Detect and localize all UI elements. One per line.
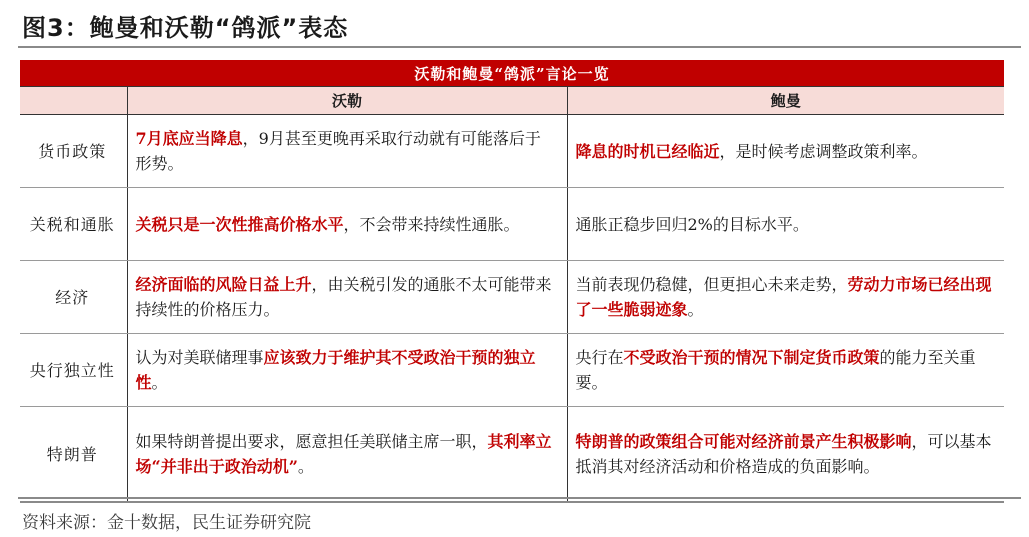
table-banner: 沃勒和鲍曼“鸽派”言论一览 — [20, 60, 1004, 87]
plain-text: 。 — [151, 373, 168, 392]
table-row — [20, 261, 1004, 334]
plain-text: 通胀正稳步回归2%的目标水平。 — [575, 214, 809, 234]
table-row — [20, 334, 1004, 407]
plain-text: ，由关税引发的通胀不太可能带来持续性的价格压力。 — [135, 275, 552, 319]
plain-text: ，不会带来持续性通胀。 — [343, 214, 520, 234]
plain-text: 。 — [687, 300, 704, 319]
plain-text: 的能力至关重要。 — [575, 348, 976, 392]
row-label: 货币政策 — [20, 115, 127, 188]
bowman-cell — [567, 334, 1004, 407]
bowman-cell — [567, 115, 1004, 188]
header-waller: 沃勒 — [127, 87, 567, 115]
waller-cell — [127, 407, 567, 503]
bowman-cell — [567, 407, 1004, 503]
plain-text: ，是时候考虑调整政策利率。 — [719, 141, 928, 161]
table-row — [20, 407, 1004, 503]
waller-cell — [127, 188, 567, 261]
row-label: 关税和通胀 — [20, 188, 127, 261]
plain-text: 认为对美联储理事 — [135, 348, 264, 367]
row-label: 央行独立性 — [20, 334, 127, 407]
table-row — [20, 188, 1004, 261]
highlight-text: 7月底应当降息 — [135, 129, 243, 148]
plain-text: 央行在 — [575, 348, 624, 367]
table-row — [20, 115, 1004, 188]
plain-text: ，9月甚至更晚再采取行动就有可能落后于形势。 — [135, 129, 541, 173]
waller-cell — [127, 261, 567, 334]
title-divider — [18, 46, 1021, 48]
bowman-cell — [567, 188, 1004, 261]
highlight-text: 其利率立场“并非出于政治动机” — [135, 432, 552, 476]
highlight-text: 特朗普的政策组合可能对经济前景产生积极影响 — [575, 432, 912, 451]
header-blank — [20, 87, 127, 115]
figure-title: 图3：鲍曼和沃勒“鸽派”表态 — [22, 14, 349, 42]
header-bowman: 鲍曼 — [567, 87, 1004, 115]
highlight-text: 劳动力市场已经出现了一些脆弱迹象 — [575, 275, 992, 319]
source-note: 资料来源：金十数据，民生证券研究院 — [22, 513, 311, 533]
row-label: 特朗普 — [20, 407, 127, 503]
plain-text: 。 — [297, 457, 314, 476]
plain-text: 当前表现仍稳健，但更担心未来走势， — [575, 275, 848, 294]
comparison-table — [20, 60, 1004, 503]
waller-cell — [127, 334, 567, 407]
highlight-text: 不受政治干预的情况下制定货币政策 — [623, 348, 880, 367]
highlight-text: 经济面临的风险日益上升 — [135, 275, 312, 294]
row-label: 经济 — [20, 261, 127, 334]
plain-text: ，可以基本抵消其对经济活动和价格造成的负面影响。 — [575, 432, 992, 476]
bowman-cell — [567, 261, 1004, 334]
plain-text: 如果特朗普提出要求，愿意担任美联储主席一职， — [135, 432, 488, 451]
waller-cell — [127, 115, 567, 188]
highlight-text: 降息的时机已经临近 — [575, 141, 720, 161]
footer-divider — [18, 497, 1021, 499]
highlight-text: 应该致力于维护其不受政治干预的独立性 — [135, 348, 536, 392]
highlight-text: 关税只是一次性推高价格水平 — [135, 214, 344, 234]
